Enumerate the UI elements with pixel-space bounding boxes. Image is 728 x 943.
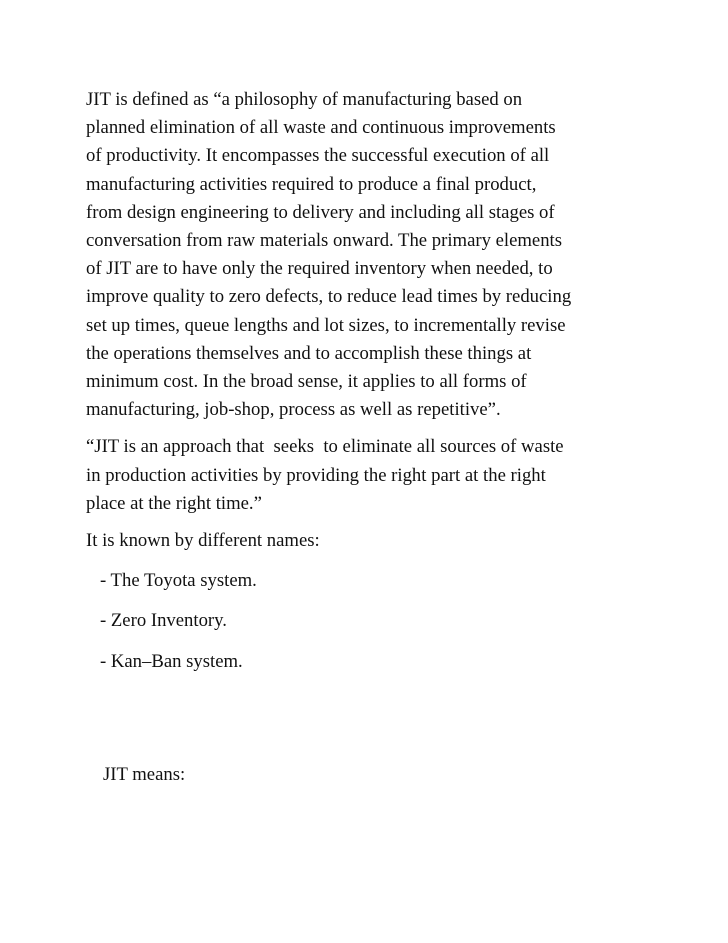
paragraph-line: JIT is defined as “a philosophy of manufacturing based on (86, 89, 523, 110)
paragraph-line: planned elimination of all waste and continuous improvements (86, 117, 556, 139)
list-item: - Kan–Ban system. (100, 650, 243, 672)
paragraph-line: of productivity. It encompasses the successful execution of all (86, 145, 550, 167)
paragraph-line: manufacturing activities required to produce a final product, (86, 173, 537, 195)
list-item: - The Toyota system. (100, 570, 257, 592)
paragraph-line: “JIT is an approach that seeks to eliminate all sources of waste (86, 436, 564, 458)
paragraph-line: manufacturing, job-shop, process as well as repetitive”. (86, 399, 501, 421)
paragraph-line: from design engineering to delivery and including all stages of (86, 201, 555, 223)
section-heading: JIT means: (103, 763, 186, 785)
list-item: - Zero Inventory. (100, 610, 227, 632)
approach-paragraph (86, 433, 666, 518)
definition-paragraph (86, 86, 666, 424)
names-list (86, 567, 666, 676)
paragraph-line: set up times, queue lengths and lot sizes, to incrementally revise (86, 314, 566, 336)
paragraph-line: minimum cost. In the broad sense, it applies to all forms of (86, 371, 527, 393)
paragraph-line: place at the right time.” (86, 492, 262, 514)
paragraph-line: in production activities by providing the right part at the right (86, 464, 546, 486)
paragraph-line: of JIT are to have only the required inventory when needed, to (86, 258, 553, 280)
document-body (86, 86, 666, 789)
paragraph-line: It is known by different names: (86, 530, 320, 552)
paragraph-line: conversation from raw materials onward. The primary elements (86, 230, 563, 252)
names-intro-paragraph (86, 527, 666, 555)
paragraph-line: the operations themselves and to accomplish these things at (86, 342, 532, 364)
paragraph-line: improve quality to zero defects, to reduce lead times by reducing (86, 286, 572, 308)
